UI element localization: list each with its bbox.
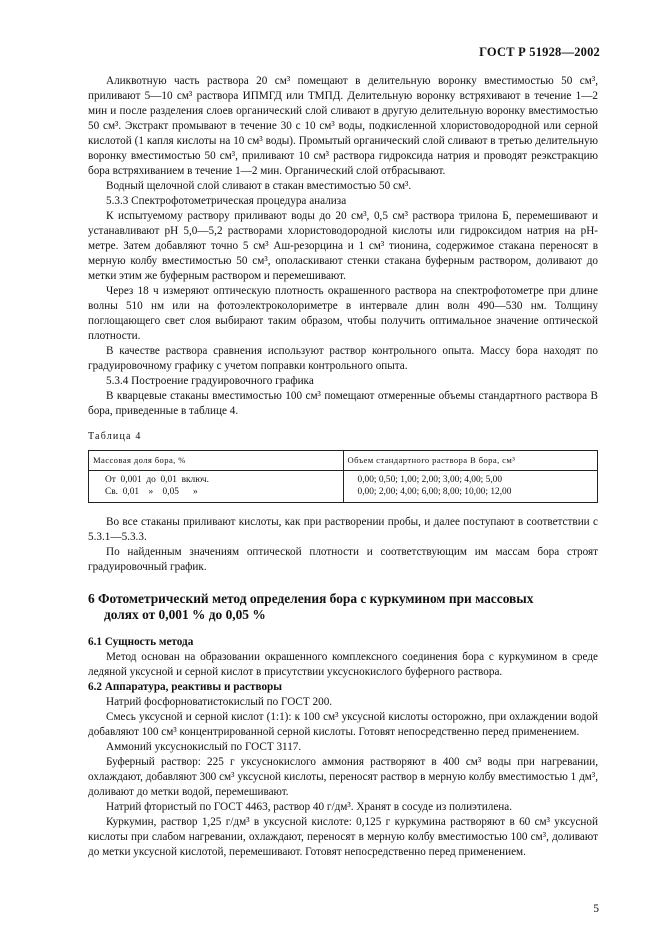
paragraph-calibration-graph: По найденным значениям оптической плотности и соответствующим им массам бора строят градуировочный график. — [88, 546, 598, 573]
table-cell-line: Св. 0,01 » 0,05 » — [105, 486, 198, 497]
paragraph-reference-solution: В качестве раствора сравнения используют раствор контрольного опыта. Массу бора находят по градуировочному графику с учетом поправки контрольного опыта. — [88, 345, 598, 372]
table-cell-line: От 0,001 до 0,01 включ. — [105, 475, 209, 485]
reagent-item: Куркумин, раствор 1,25 г/дм³ в уксусной кислоте: 0,125 г куркумина растворяют в 60 см³ уксусной кислоты при слабом нагревании, охлаждают, переносят в мерную колбу вместимостью 100 см³, доливают до метки уксусной кислотой, перемешивают. Готовят непосредственно перед применением. — [88, 816, 598, 858]
reagent-item: Аммоний уксуснокислый по ГОСТ 3117. — [106, 741, 302, 753]
table-header-volume: Объем стандартного раствора В бора, см³ — [343, 451, 598, 471]
reagent-item: Натрий фосфорноватистокислый по ГОСТ 200. — [106, 696, 333, 708]
reagent-item: Натрий фтористый по ГОСТ 4463, раствор 40 г/дм³. Хранят в сосуде из полиэтилена. — [106, 801, 513, 813]
paragraph-method-essence: Метод основан на образовании окрашенного комплексного соединения бора с куркумином в среде ледяной уксусной и серной кислот в присутствии уксуснокислого буферного раствора. — [88, 651, 598, 678]
page-content — [88, 74, 598, 860]
paragraph-quartz-beakers: В кварцевые стаканы вместимостью 100 см³ помещают отмеренные объемы стандартного раствора В бора, приведенные в таблице 4. — [88, 390, 598, 417]
table-cell-mass-fraction — [89, 471, 344, 503]
paragraph-aqueous-layer: Водный щелочной слой сливают в стакан вместимостью 50 см³. — [106, 180, 412, 192]
table-4 — [88, 450, 598, 503]
section-6-title-line: долях от 0,001 % до 0,05 % — [104, 607, 266, 622]
section-6-title-line: 6 Фотометрический метод определения бора с куркумином при массовых — [88, 591, 534, 606]
table-cell-line: 0,00; 2,00; 4,00; 6,00; 8,00; 10,00; 12,00 — [357, 486, 512, 497]
reagent-item: Смесь уксусной и серной кислот (1:1): к 100 см³ уксусной кислоты осторожно, при охлаждении водой добавляют 100 см³ концентрированной серной кислоты. Готовят непосредственно перед применением. — [88, 711, 598, 738]
subsection-5-3-3: 5.3.3 Спектрофотометрическая процедура анализа — [106, 195, 347, 207]
subsection-5-3-4: 5.3.4 Построение градуировочного графика — [106, 375, 314, 387]
table-cell-volume — [343, 471, 598, 503]
subsection-6-2: 6.2 Аппаратура, реактивы и растворы — [88, 681, 282, 693]
table-caption: Таблица 4 — [88, 431, 142, 442]
reagent-item: Буферный раствор: 225 г уксуснокислого аммония растворяют в 400 см³ воды при нагревании, охлаждают, добавляют 300 см³ уксусной кислоты, переносят раствор в мерную колбу вместимостью 1 дм³, доливают до метки водой, перемешивают. — [88, 756, 598, 798]
table-header-row — [89, 451, 598, 471]
section-6-title — [88, 591, 598, 623]
paragraph-procedure: К испытуемому раствору приливают воды до 20 см³, 0,5 см³ раствора трилона Б, перемешивают и устанавливают pH 5,0—5,2 растворами хлористоводородной кислоты или гидроксидом натрия на pH-метре. Затем добавляют точно 5 см³ Аш-резорцина и 1 см³ тионина, содержимое стакана переносят в мерную колбу вместимостью 50 см³, ополаскивают стенки стакана буферным раствором, доливают до метки этим же буферным раствором и перемешивают. — [88, 210, 598, 282]
paragraph-aliquot: Аликвотную часть раствора 20 см³ помещают в делительную воронку вместимостью 50 см³, приливают 5—10 см³ раствора ИПМГД или ТМПД. Делительную воронку встряхивают в течение 1—2 мин и после разделения слоев органический слой сливают в другую делительную воронку вместимостью 50 см³. Экстракт промывают в течение 30 с 10 см³ воды, подкисленной хлористоводородной или серной кислотой (1 капля кислоты на 10 см³ воды). Промытый органический слой сливают в третью делительную воронку вместимостью 50 см³, приливают 10 см³ раствора гидроксида натрия и проводят реэкстракцию бора встряхиванием в течение 1—2 мин. Органический слой отбрасывают. — [88, 75, 598, 177]
table-cell-line: 0,00; 0,50; 1,00; 2,00; 3,00; 4,00; 5,00 — [357, 475, 503, 485]
subsection-6-1: 6.1 Сущность метода — [88, 636, 194, 648]
table-row — [89, 471, 598, 503]
table-header-mass-fraction: Массовая доля бора, % — [89, 451, 344, 471]
paragraph-measurement: Через 18 ч измеряют оптическую плотность окрашенного раствора на спектрофотометре при длине волны 510 нм или на фотоэлектроколориметре в интервале длин волн 490—530 нм. Толщину поглощающего свет слоя выбирают таким образом, чтобы получить оптимальное значение оптической плотности. — [88, 285, 598, 342]
page-number: 5 — [593, 903, 599, 915]
paragraph-all-beakers: Во все стаканы приливают кислоты, как при растворении пробы, и далее поступают в соответствии с 5.3.1—5.3.3. — [88, 516, 598, 543]
standard-header: ГОСТ Р 51928—2002 — [479, 45, 600, 59]
